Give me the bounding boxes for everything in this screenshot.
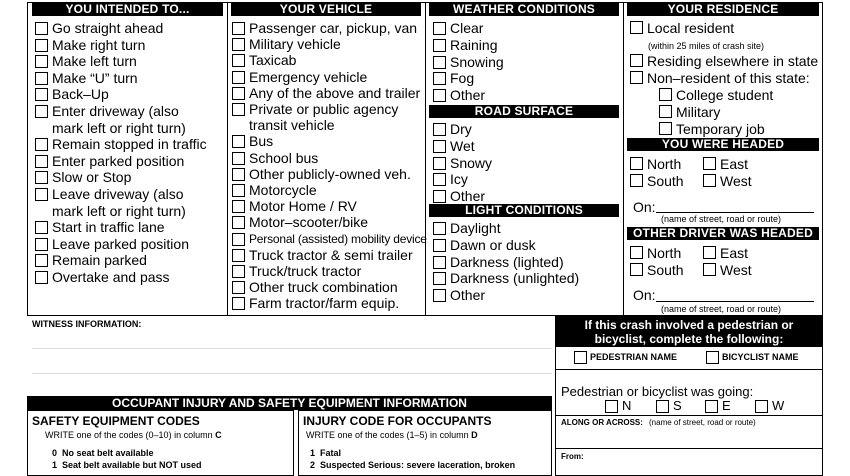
intended-back-up-label: Back–Up <box>52 86 109 103</box>
weather-fog-checkbox[interactable] <box>433 72 446 85</box>
intended-go-straight-ahead-checkbox[interactable] <box>35 22 48 35</box>
vehicle-private-or-public-agency-checkbox[interactable] <box>232 103 245 116</box>
road-icy-checkbox[interactable] <box>433 173 446 186</box>
non-resident-checkbox[interactable] <box>630 71 643 84</box>
other-driver-headed-header: OTHER DRIVER WAS HEADED <box>627 227 819 240</box>
residence-header: YOUR RESIDENCE <box>627 3 819 16</box>
along-across-note: (name of street, road or route) <box>649 418 756 427</box>
injury-code-1: 1 Fatal <box>310 448 342 458</box>
vehicle-passenger-car-pickup-van-checkbox[interactable] <box>232 22 245 35</box>
light-daylight-label: Daylight <box>450 220 501 236</box>
weather-fog-label: Fog <box>450 70 475 87</box>
intended-overtake-and-pass-label: Overtake and pass <box>52 269 170 285</box>
injury-column-letter: D <box>471 430 478 440</box>
injury-write-text: WRITE one of the codes (1–5) in column <box>306 430 472 440</box>
vehicle-truck-truck-tractor-label: Truck/truck tractor <box>249 263 362 279</box>
light-darkness-lighted-label: Darkness (lighted) <box>450 253 564 270</box>
light-daylight-checkbox[interactable] <box>433 222 446 235</box>
college-student-label: College student <box>676 87 774 103</box>
vehicle-truck-truck-tractor-checkbox[interactable] <box>232 265 245 278</box>
intended-header: YOU INTENDED TO... <box>32 3 223 16</box>
vehicle-taxicab-label: Taxicab <box>249 52 297 69</box>
safety-codes-title: SAFETY EQUIPMENT CODES <box>32 414 200 428</box>
vehicle-personal-assisted-mobility-device-checkbox[interactable] <box>232 233 245 246</box>
vehicle-truck-tractor-semi-trailer-checkbox[interactable] <box>232 249 245 262</box>
intended-leave-driveway-also-checkbox[interactable] <box>35 188 48 201</box>
going-e-checkbox[interactable] <box>705 400 718 413</box>
other-east-label: East <box>720 245 749 261</box>
light-other-checkbox[interactable] <box>433 289 446 302</box>
safety-write-instruction <box>45 430 222 440</box>
you-were-headed-header: YOU WERE HEADED <box>627 138 819 151</box>
vehicle-continuation-label: transit vehicle <box>249 117 335 134</box>
vehicle-bus-checkbox[interactable] <box>232 135 245 148</box>
road-snowy-checkbox[interactable] <box>433 157 446 170</box>
ped-divider <box>556 448 822 449</box>
bicyclist-name-checkbox[interactable] <box>706 351 719 364</box>
other-south-label: South <box>647 262 684 278</box>
going-s-label: S <box>673 398 682 413</box>
intended-remain-parked-label: Remain parked <box>52 252 147 269</box>
safety-code-0: 0 No seat belt available <box>52 448 154 458</box>
vehicle-personal-assisted-mobility-device-label: Personal (assisted) mobility device <box>249 231 427 246</box>
college-student-checkbox[interactable] <box>659 88 672 101</box>
vehicle-motorcycle-label: Motorcycle <box>249 182 317 198</box>
intended-start-in-traffic-lane-checkbox[interactable] <box>35 221 48 234</box>
vehicle-motorcycle-checkbox[interactable] <box>232 184 245 197</box>
weather-clear-checkbox[interactable] <box>433 22 446 35</box>
intended-leave-parked-position-checkbox[interactable] <box>35 238 48 251</box>
other-on-field[interactable] <box>656 301 814 302</box>
weather-snowing-label: Snowing <box>450 53 504 70</box>
pedestrian-name-label: PEDESTRIAN NAME <box>590 352 678 362</box>
headed-north-label: North <box>647 156 682 172</box>
pedestrian-title-line1: If this crash involved a pedestrian or <box>584 318 794 332</box>
vehicle-any-of-the-above-and-trailer-label: Any of the above and trailer <box>249 84 421 101</box>
pedestrian-title-line2: bicyclist, complete the following: <box>594 332 784 346</box>
intended-slow-or-stop-checkbox[interactable] <box>35 171 48 184</box>
along-across-label: ALONG OR ACROSS: <box>561 418 643 427</box>
vehicle-passenger-car-pickup-van-label: Passenger car, pickup, van <box>249 20 418 36</box>
road-dry-checkbox[interactable] <box>433 123 446 136</box>
intended-remain-parked-checkbox[interactable] <box>35 254 48 267</box>
vehicle-military-vehicle-label: Military vehicle <box>249 36 341 53</box>
weather-clear-label: Clear <box>450 20 484 36</box>
vehicle-taxicab-checkbox[interactable] <box>232 54 245 67</box>
temporary-job-checkbox[interactable] <box>659 122 672 135</box>
light-other-label: Other <box>450 287 486 304</box>
vehicle-other-publicly-owned-veh-label: Other publicly-owned veh. <box>249 165 411 182</box>
light-conditions-header: LIGHT CONDITIONS <box>429 204 619 217</box>
going-s-checkbox[interactable] <box>656 400 669 413</box>
intended-leave-parked-position-label: Leave parked position <box>52 235 189 252</box>
local-resident-note: (within 25 miles of crash site) <box>648 41 765 51</box>
intended-make-left-turn-label: Make left turn <box>52 53 137 70</box>
other-on-label: On: <box>633 287 656 303</box>
going-label: Pedestrian or bicyclist was going: <box>561 384 754 399</box>
going-n-label: N <box>622 398 632 413</box>
intended-make-right-turn-label: Make right turn <box>52 36 146 53</box>
vehicle-header: YOUR VEHICLE <box>231 3 421 16</box>
headed-east-checkbox[interactable] <box>703 157 716 170</box>
weather-other-label: Other <box>450 87 486 104</box>
going-w-label: W <box>772 398 785 413</box>
other-west-checkbox[interactable] <box>703 263 716 276</box>
vehicle-emergency-vehicle-label: Emergency vehicle <box>249 68 368 85</box>
vehicle-motor-scooter-bike-label: Motor–scooter/bike <box>249 214 369 231</box>
headed-on-note: (name of street, road or route) <box>661 214 782 224</box>
road-other-label: Other <box>450 188 486 205</box>
vehicle-motor-home-rv-label: Motor Home / RV <box>249 198 357 215</box>
other-north-label: North <box>647 245 682 261</box>
injury-code-2: 2 Suspected Serious: severe laceration, broken <box>310 460 516 470</box>
vehicle-emergency-vehicle-checkbox[interactable] <box>232 71 245 84</box>
vehicle-bus-label: Bus <box>249 133 274 150</box>
headed-south-checkbox[interactable] <box>630 174 643 187</box>
road-wet-checkbox[interactable] <box>433 140 446 153</box>
ped-divider <box>556 415 822 416</box>
going-e-label: E <box>722 398 731 413</box>
vehicle-motor-home-rv-checkbox[interactable] <box>232 200 245 213</box>
vehicle-any-of-the-above-and-trailer-checkbox[interactable] <box>232 87 245 100</box>
headed-west-checkbox[interactable] <box>703 174 716 187</box>
divider <box>227 2 228 316</box>
going-n-checkbox[interactable] <box>605 400 618 413</box>
vehicle-farm-tractor-farm-equip-label: Farm tractor/farm equip. <box>249 295 400 312</box>
headed-south-label: South <box>647 173 684 189</box>
non-resident-label: Non–resident of this state: <box>647 70 810 86</box>
vehicle-farm-tractor-farm-equip-checkbox[interactable] <box>232 297 245 310</box>
light-darkness-unlighted-checkbox[interactable] <box>433 272 446 285</box>
light-darkness-lighted-checkbox[interactable] <box>433 256 446 269</box>
road-wet-label: Wet <box>450 137 475 154</box>
vehicle-private-or-public-agency-label: Private or public agency <box>249 101 399 117</box>
vehicle-other-truck-combination-label: Other truck combination <box>249 279 398 296</box>
road-other-checkbox[interactable] <box>433 190 446 203</box>
light-dawn-or-dusk-label: Dawn or dusk <box>450 236 536 253</box>
weather-header: WEATHER CONDITIONS <box>429 3 619 16</box>
light-darkness-unlighted-label: Darkness (unlighted) <box>450 270 580 287</box>
road-snowy-label: Snowy <box>450 154 493 171</box>
vehicle-school-bus-label: School bus <box>249 149 319 166</box>
other-north-checkbox[interactable] <box>630 246 643 259</box>
divider <box>623 2 624 316</box>
intended-enter-parked-position-label: Enter parked position <box>52 152 185 169</box>
military-label: Military <box>676 104 721 120</box>
intended-overtake-and-pass-checkbox[interactable] <box>35 271 48 284</box>
other-east-checkbox[interactable] <box>703 246 716 259</box>
intended-continuation-label: mark left or right turn) <box>52 202 186 219</box>
pedestrian-name-checkbox[interactable] <box>574 351 587 364</box>
intended-go-straight-ahead-label: Go straight ahead <box>52 20 164 36</box>
intended-make-u-turn-checkbox[interactable] <box>35 72 48 85</box>
local-resident-checkbox[interactable] <box>630 21 643 34</box>
safety-column-letter: C <box>215 430 222 440</box>
intended-make-right-turn-checkbox[interactable] <box>35 39 48 52</box>
intended-slow-or-stop-label: Slow or Stop <box>52 169 132 186</box>
temporary-job-label: Temporary job <box>676 121 765 137</box>
other-on-note: (name of street, road or route) <box>661 304 782 314</box>
witness-line[interactable] <box>32 348 552 349</box>
bicyclist-name-label: BICYCLIST NAME <box>722 352 799 362</box>
ped-divider <box>556 369 822 370</box>
road-surface-header: ROAD SURFACE <box>429 105 619 118</box>
intended-back-up-checkbox[interactable] <box>35 88 48 101</box>
weather-snowing-checkbox[interactable] <box>433 56 446 69</box>
local-resident-label: Local resident <box>647 20 735 36</box>
intended-enter-parked-position-checkbox[interactable] <box>35 155 48 168</box>
divider <box>425 2 426 316</box>
residing-elsewhere-checkbox[interactable] <box>630 54 643 67</box>
intended-start-in-traffic-lane-label: Start in traffic lane <box>52 219 165 236</box>
from-label: From: <box>561 452 584 461</box>
weather-raining-checkbox[interactable] <box>433 39 446 52</box>
vehicle-other-publicly-owned-veh-checkbox[interactable] <box>232 168 245 181</box>
headed-east-label: East <box>720 156 749 172</box>
intended-continuation-label: mark left or right turn) <box>52 119 186 136</box>
weather-other-checkbox[interactable] <box>433 89 446 102</box>
weather-raining-label: Raining <box>450 36 498 53</box>
intended-enter-driveway-also-label: Enter driveway (also <box>52 103 179 119</box>
light-dawn-or-dusk-checkbox[interactable] <box>433 239 446 252</box>
intended-make-u-turn-label: Make “U” turn <box>52 69 138 86</box>
military-checkbox[interactable] <box>659 105 672 118</box>
headed-north-checkbox[interactable] <box>630 157 643 170</box>
road-dry-label: Dry <box>450 121 472 137</box>
headed-on-label: On: <box>633 199 656 215</box>
headed-west-label: West <box>720 173 752 189</box>
witness-label: WITNESS INFORMATION: <box>32 319 142 329</box>
vehicle-truck-tractor-semi-trailer-label: Truck tractor & semi trailer <box>249 246 413 263</box>
safety-code-1: 1 Seat belt available but NOT used <box>52 460 202 470</box>
residing-elsewhere-label: Residing elsewhere in state <box>647 53 819 69</box>
vehicle-school-bus-checkbox[interactable] <box>232 152 245 165</box>
vehicle-other-truck-combination-checkbox[interactable] <box>232 281 245 294</box>
intended-make-left-turn-checkbox[interactable] <box>35 55 48 68</box>
safety-write-text: WRITE one of the codes (0–10) in column <box>45 430 216 440</box>
going-w-checkbox[interactable] <box>755 400 768 413</box>
vehicle-motor-scooter-bike-checkbox[interactable] <box>232 216 245 229</box>
intended-remain-stopped-in-traffic-checkbox[interactable] <box>35 138 48 151</box>
other-south-checkbox[interactable] <box>630 263 643 276</box>
vehicle-military-vehicle-checkbox[interactable] <box>232 38 245 51</box>
witness-line[interactable] <box>32 373 552 374</box>
road-icy-label: Icy <box>450 171 468 188</box>
injury-codes-title: INJURY CODE FOR OCCUPANTS <box>303 414 492 428</box>
occupant-header: OCCUPANT INJURY AND SAFETY EQUIPMENT INFORMATION <box>112 396 467 410</box>
intended-leave-driveway-also-label: Leave driveway (also <box>52 186 184 202</box>
other-west-label: West <box>720 262 752 278</box>
injury-write-instruction <box>306 430 478 440</box>
intended-enter-driveway-also-checkbox[interactable] <box>35 105 48 118</box>
headed-on-field[interactable] <box>656 212 814 213</box>
intended-remain-stopped-in-traffic-label: Remain stopped in traffic <box>52 136 207 153</box>
